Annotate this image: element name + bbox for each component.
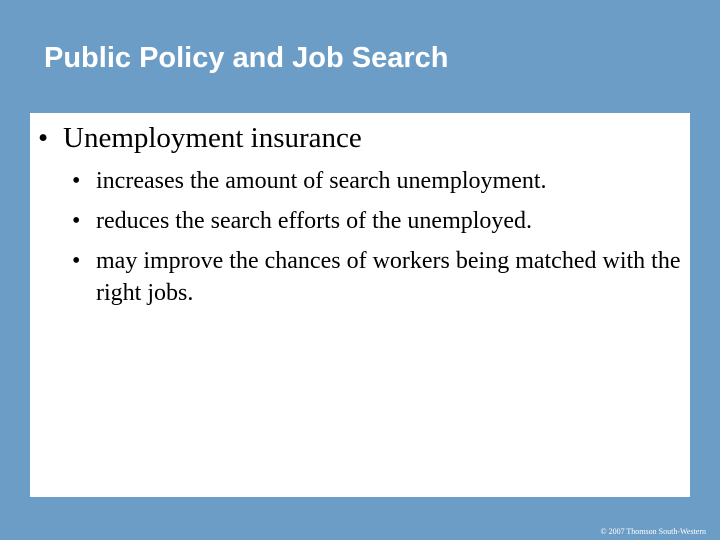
- sub-bullet: [30, 165, 690, 197]
- bullet-dot: •: [72, 248, 81, 274]
- sub-bullet: [30, 245, 690, 309]
- sub-bullet-text: may improve the chances of workers being matched with the right jobs.: [96, 248, 681, 306]
- sub-bullet-text: reduces the search efforts of the unemployed.: [96, 208, 533, 234]
- sub-bullet-list: [30, 165, 690, 317]
- sub-bullet-text: increases the amount of search unemployment.: [96, 168, 547, 194]
- copyright-notice: © 2007 Thomson South-Western: [600, 527, 706, 536]
- slide-title: Public Policy and Job Search: [44, 42, 449, 74]
- content-panel: [30, 113, 690, 497]
- bullet-dot: •: [72, 208, 81, 234]
- bullet-dot: •: [38, 122, 49, 154]
- bullet-dot: •: [72, 168, 81, 194]
- sub-bullet: [30, 205, 690, 237]
- main-bullet-text: Unemployment insurance: [63, 122, 362, 154]
